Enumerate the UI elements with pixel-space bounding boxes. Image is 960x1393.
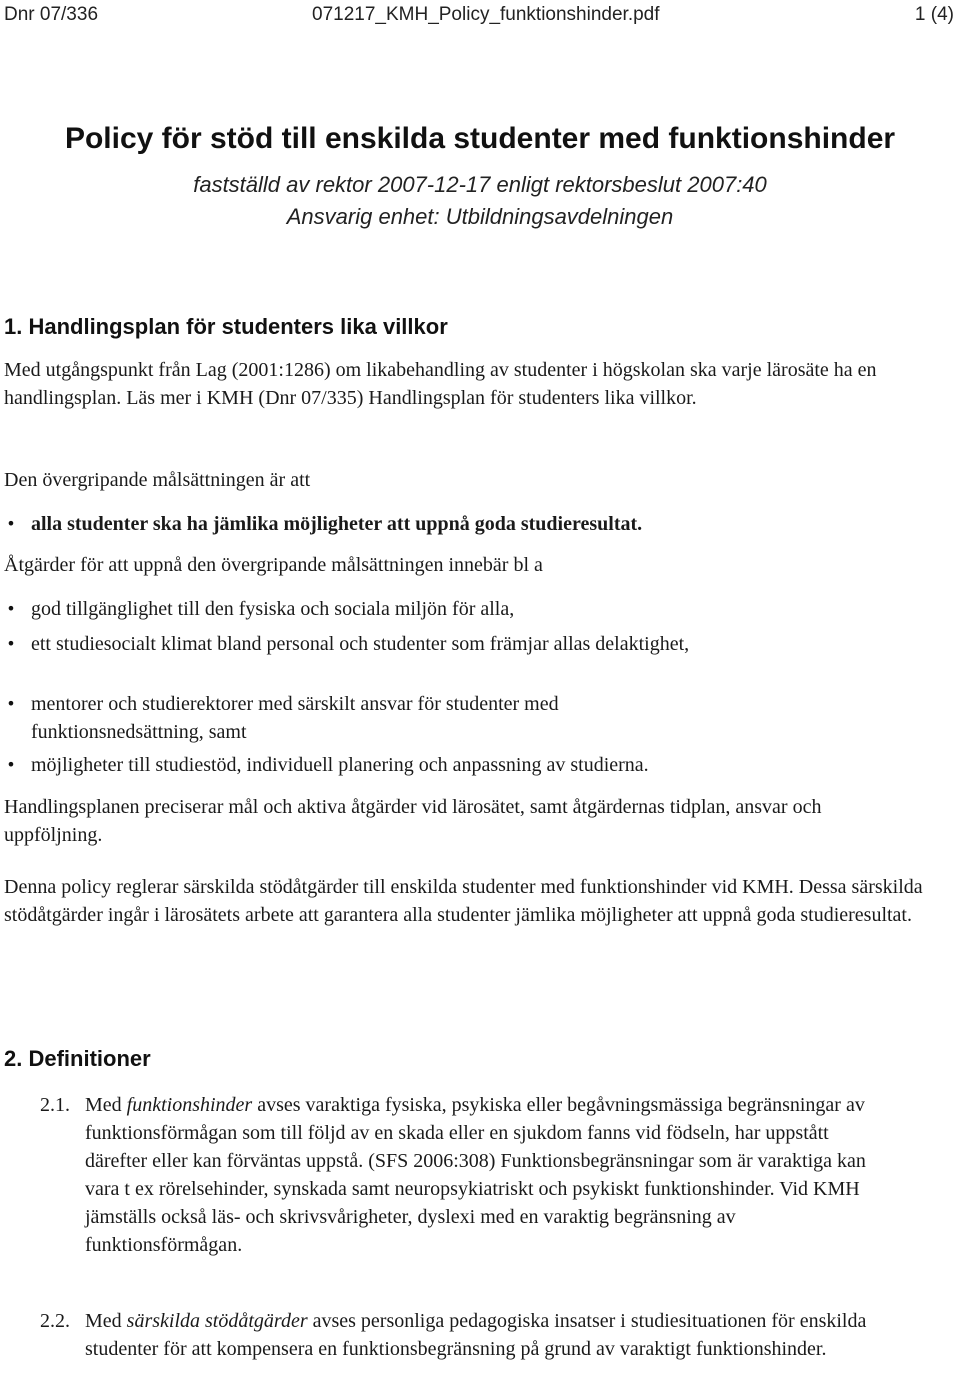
bullet-icon: •: [6, 514, 16, 533]
action-plan-paragraph: Handlingsplanen preciserar mål och aktiva åtgärder vid lärosätet, samt åtgärdernas tidplan, ansvar och uppföljning.: [4, 796, 822, 846]
document-subtitle-responsible-unit: Ansvarig enhet: Utbildningsavdelningen: [286, 204, 674, 229]
measures-lead-text: Åtgärder för att uppnå den övergripande målsättningen innebär bl a: [4, 554, 543, 576]
policy-scope-paragraph: Denna policy reglerar särskilda stödåtgärder till enskilda studenter med funktionshinder vid KMH. Dessa särskilda stödåtgärder ingår i lärosätets arbete att garantera alla studenter jämlika möjligheter att uppnå goda studieresultat.: [4, 876, 923, 926]
header-page-number: 1 (4): [914, 4, 954, 25]
measure-list-item: god tillgänglighet till den fysiska och sociala miljön för alla,: [31, 598, 515, 620]
bullet-icon: •: [6, 755, 16, 774]
goal-lead-text: Den övergripande målsättningen är att: [4, 469, 311, 491]
measure-list-item: mentorer och studierektorer med särskilt ansvar för studenter med funktionsnedsättning, samt: [31, 693, 559, 743]
definition-body: avses personliga pedagogiska insatser i studiesituationen för enskilda studenter för att kompensera en funktionsbegränsning på grund av varaktigt funktionshinder.: [85, 1310, 867, 1360]
bullet-icon: •: [6, 599, 16, 618]
definition-disability: [85, 1091, 895, 1259]
goal-bullet-text: alla studenter ska ha jämlika möjligheter att uppnå goda studieresultat.: [31, 513, 643, 535]
document-title: Policy för stöd till enskilda studenter med funktionshinder: [64, 122, 896, 155]
section-2-heading: 2. Definitioner: [4, 1046, 151, 1071]
bullet-icon: •: [6, 634, 16, 653]
bullet-icon: •: [6, 694, 16, 713]
header-dnr: Dnr 07/336: [4, 4, 99, 25]
definition-lead: Med: [85, 1094, 122, 1116]
measure-list-item: ett studiesocialt klimat bland personal och studenter som främjar allas delaktighet,: [31, 633, 690, 655]
section-1-heading: 1. Handlingsplan för studenters lika villkor: [4, 314, 448, 339]
definition-lead: Med: [85, 1310, 122, 1332]
definition-body: avses varaktiga fysiska, psykiska eller begåvningsmässiga begränsningar av funktionsförmågan som till följd av en skada eller en sjukdom fanns vid födseln, har uppstått därefter eller kan förväntas uppstå. (SFS 2006:308) Funktionsbegränsningar som är varaktiga kan vara t ex rörelsehinder, synskada samt neuropsykiatriskt och psykiskt funktionshinder. Vid KMH jämställs också läs- och skrivsvårigheter, dyslexi med en varaktig begränsning av funktionsförmågan.: [85, 1094, 866, 1256]
defined-term-sarskilda-stodatgarder: särskilda stödåtgärder: [126, 1310, 308, 1332]
defined-term-funktionshinder: funktionshinder: [126, 1094, 253, 1116]
document-subtitle-adoption: fastställd av rektor 2007-12-17 enligt rektorsbeslut 2007:40: [193, 172, 767, 197]
header-filename: 071217_KMH_Policy_funktionshinder.pdf: [312, 4, 660, 25]
definition-number: 2.2.: [40, 1310, 70, 1332]
definition-number: 2.1.: [40, 1094, 70, 1116]
measure-list-item: möjligheter till studiestöd, individuell planering och anpassning av studierna.: [31, 754, 649, 776]
section-1-intro-paragraph: Med utgångspunkt från Lag (2001:1286) om likabehandling av studenter i högskolan ska varje lärosäte ha en handlingsplan. Läs mer i KMH (Dnr 07/335) Handlingsplan för studenters lika villkor.: [4, 359, 877, 409]
definition-special-support: [85, 1307, 905, 1363]
